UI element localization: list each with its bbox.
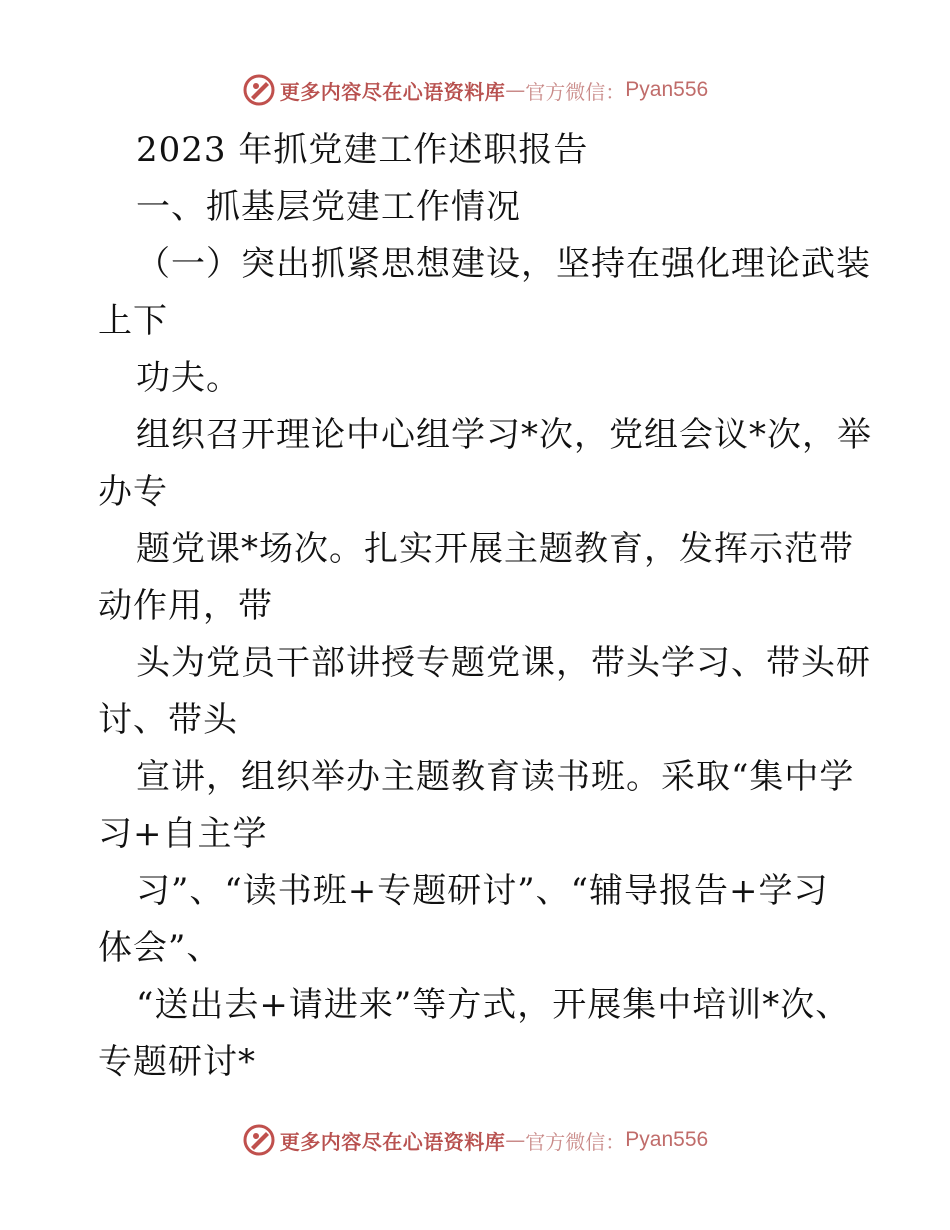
- logo-icon: [242, 73, 276, 107]
- text-line: 体会”、: [98, 928, 222, 968]
- footer-watermark: [0, 1120, 950, 1160]
- watermark-main-text: 更多内容尽在心语资料库: [279, 1129, 506, 1154]
- watermark-id: Pyan556: [625, 78, 709, 101]
- section-heading: 一、抓基层党建工作情况: [136, 187, 521, 227]
- text-line: 宣讲，组织举办主题教育读书班。采取“集中学: [136, 757, 855, 797]
- watermark-dash: —: [505, 1128, 526, 1152]
- text-line: 习”、“读书班+专题研讨”、“辅导报告+学习: [136, 871, 829, 911]
- text-line: 动作用，带: [98, 586, 273, 626]
- text-line: 组织召开理论中心组学习*次，党组会议*次，举: [136, 415, 872, 455]
- watermark-label: 官方微信：: [525, 1129, 626, 1154]
- text-line: 专题研讨*: [98, 1042, 256, 1082]
- text-line: 习+自主学: [98, 814, 268, 854]
- text-line: “送出去+请进来”等方式，开展集中培训*次、: [136, 985, 851, 1025]
- text-line: 办专: [98, 472, 168, 512]
- header-watermark: [0, 70, 950, 110]
- text-line: 上下: [98, 301, 168, 341]
- text-line: 功夫。: [136, 358, 241, 398]
- logo-icon: [242, 1123, 276, 1157]
- watermark-dash: —: [505, 78, 526, 102]
- subsection-heading: （一）突出抓紧思想建设，坚持在强化理论武装: [136, 244, 871, 284]
- watermark-id: Pyan556: [625, 1128, 709, 1151]
- document-body: [98, 122, 872, 1091]
- text-line: 头为党员干部讲授专题党课，带头学习、带头研: [136, 643, 871, 683]
- document-title: 2023 年抓党建工作述职报告: [136, 130, 589, 170]
- text-line: 题党课*场次。扎实开展主题教育，发挥示范带: [136, 529, 854, 569]
- text-line: 讨、带头: [98, 700, 238, 740]
- watermark-label: 官方微信：: [525, 79, 626, 104]
- watermark-main-text: 更多内容尽在心语资料库: [279, 79, 506, 104]
